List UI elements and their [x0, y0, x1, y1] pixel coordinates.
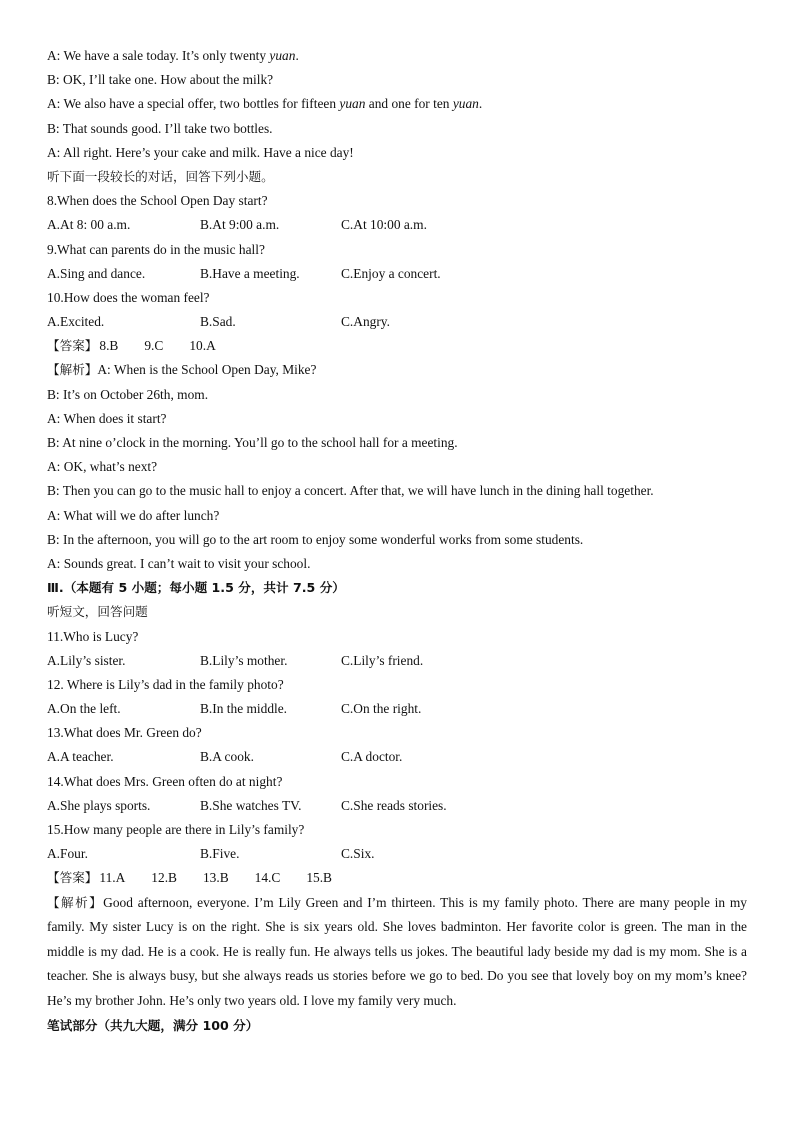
dialogue-line: [47, 44, 752, 68]
question-8: 8.When does the School Open Day start?: [47, 193, 268, 209]
analysis-label: 【解析】: [47, 362, 98, 378]
answer-label: 【答案】: [47, 870, 98, 886]
instruction-short: 听短文，回答问题: [47, 604, 148, 620]
options-12: [47, 697, 752, 721]
analysis-text: Good afternoon, everyone. I’m Lily Green and I’m thirteen. This is my family photo. There are many people in my family. My sister Lucy is on the right. She is six years old. She loves badminton. Her favorite color is green. The man in the middle is my dad. He is a cook. He is really fun. He always tells us jokes. The beautiful lady beside my dad is my mom. She is a teacher. She is always busy, but she always reads us stories before we go to bed. Do you see that lovely boy on my mom’s knee? He’s my brother John. He’s only two years old. I love my family very much.: [47, 894, 747, 1008]
option-c: C.She reads stories.: [341, 797, 447, 813]
question-9: 9.What can parents do in the music hall?: [47, 241, 265, 257]
dialogue-line: A: What will we do after lunch?: [47, 507, 220, 523]
question-10: 10.How does the woman feel?: [47, 289, 210, 305]
answer-key-2: [47, 866, 752, 890]
dialogue-line: B: In the afternoon, you will go to the art room to enjoy some wonderful works from some students.: [47, 531, 584, 547]
options-10: [47, 310, 752, 334]
option-c: C.At 10:00 a.m.: [341, 217, 427, 233]
question-13: 13.What does Mr. Green do?: [47, 725, 202, 741]
option-a: A.At 8: 00 a.m.: [47, 217, 131, 233]
dialogue-text: .: [295, 48, 299, 63]
question-15: 15.How many people are there in Lily’s family?: [47, 822, 305, 837]
options-9: [47, 262, 752, 286]
dialogue-text: and one for ten: [365, 96, 453, 112]
option-a: A.A teacher.: [47, 749, 114, 765]
options-11: [47, 649, 752, 673]
answer-item: 11.A: [99, 870, 126, 886]
option-b: B.She watches TV.: [200, 797, 302, 813]
answer-item: 9.C: [144, 338, 164, 354]
option-a: A.She plays sports.: [47, 797, 151, 813]
option-c: C.Lily’s friend.: [341, 652, 424, 668]
option-a: A.On the left.: [47, 701, 121, 717]
answer-item: 15.B: [306, 870, 332, 886]
dialogue-line: A: All right. Here’s your cake and milk. Have a nice day!: [47, 144, 354, 160]
document-page: [47, 44, 752, 1038]
question-12: 12. Where is Lily’s dad in the family photo?: [47, 676, 284, 692]
currency-word: yuan: [269, 48, 296, 63]
analysis-label: 【解析】: [47, 894, 104, 910]
question-11: 11.Who is Lucy?: [47, 628, 139, 644]
option-a: A.Four.: [47, 846, 88, 862]
dialogue-line: B: Then you can go to the music hall to enjoy a concert. After that, we will have lunch in the dining hall together.: [47, 483, 654, 499]
option-b: B.Sad.: [200, 314, 236, 330]
option-c: C.On the right.: [341, 701, 422, 717]
instruction-long: 听下面一段较长的对话，回答下列小题。: [47, 168, 274, 184]
currency-word: yuan: [339, 96, 366, 112]
analysis-1-first: [47, 358, 752, 382]
currency-word: yuan: [452, 96, 479, 112]
option-b: B.In the middle.: [200, 701, 288, 717]
dialogue-text: A: We also have a special offer, two bottles for fifteen: [47, 96, 340, 112]
options-14: [47, 794, 752, 818]
option-b: B.A cook.: [200, 749, 254, 765]
dialogue-line: B: OK, I’ll take one. How about the milk?: [47, 72, 274, 88]
option-b: B.At 9:00 a.m.: [200, 217, 280, 233]
dialogue-line: B: It’s on October 26th, mom.: [47, 386, 209, 402]
section-3-heading: Ⅲ.（本题有 5 小题；每小题 1.5 分，共计 7.5 分）: [47, 580, 345, 596]
answer-item: 12.B: [151, 870, 177, 886]
answer-item: 13.B: [202, 870, 229, 886]
dialogue-text: A: We have a sale today. It’s only twenty: [47, 48, 270, 63]
analysis-2-paragraph: [47, 891, 747, 1014]
options-8: [47, 213, 752, 237]
option-c: C.Angry.: [341, 314, 390, 330]
dialogue-line: [47, 92, 752, 116]
option-b: B.Five.: [200, 846, 240, 862]
answer-item: 8.B: [99, 338, 119, 354]
written-section-heading: 笔试部分（共九大题，满分 100 分）: [47, 1017, 259, 1033]
option-b: B.Have a meeting.: [200, 265, 300, 281]
dialogue-line: A: When does it start?: [47, 410, 167, 426]
options-13: [47, 745, 752, 769]
option-c: C.Six.: [341, 846, 375, 862]
option-a: A.Sing and dance.: [47, 265, 146, 281]
option-c: C.Enjoy a concert.: [341, 265, 441, 281]
question-14: 14.What does Mrs. Green often do at night?: [47, 773, 283, 789]
dialogue-line: B: That sounds good. I’ll take two bottles.: [47, 120, 273, 136]
dialogue-text: A: When is the School Open Day, Mike?: [97, 362, 317, 378]
answer-item: 14.C: [254, 870, 281, 886]
option-b: B.Lily’s mother.: [200, 652, 288, 668]
answer-key-1: [47, 334, 752, 358]
options-15: [47, 842, 752, 866]
answer-label: 【答案】: [47, 338, 98, 354]
option-c: C.A doctor.: [341, 749, 403, 765]
dialogue-text: .: [478, 96, 483, 112]
dialogue-line: A: OK, what’s next?: [47, 459, 158, 475]
option-a: A.Lily’s sister.: [47, 652, 126, 668]
option-a: A.Excited.: [47, 314, 105, 330]
dialogue-line: A: Sounds great. I can’t wait to visit your school.: [47, 555, 311, 571]
answer-item: 10.A: [189, 338, 216, 354]
dialogue-line: B: At nine o’clock in the morning. You’ll go to the school hall for a meeting.: [47, 435, 458, 450]
